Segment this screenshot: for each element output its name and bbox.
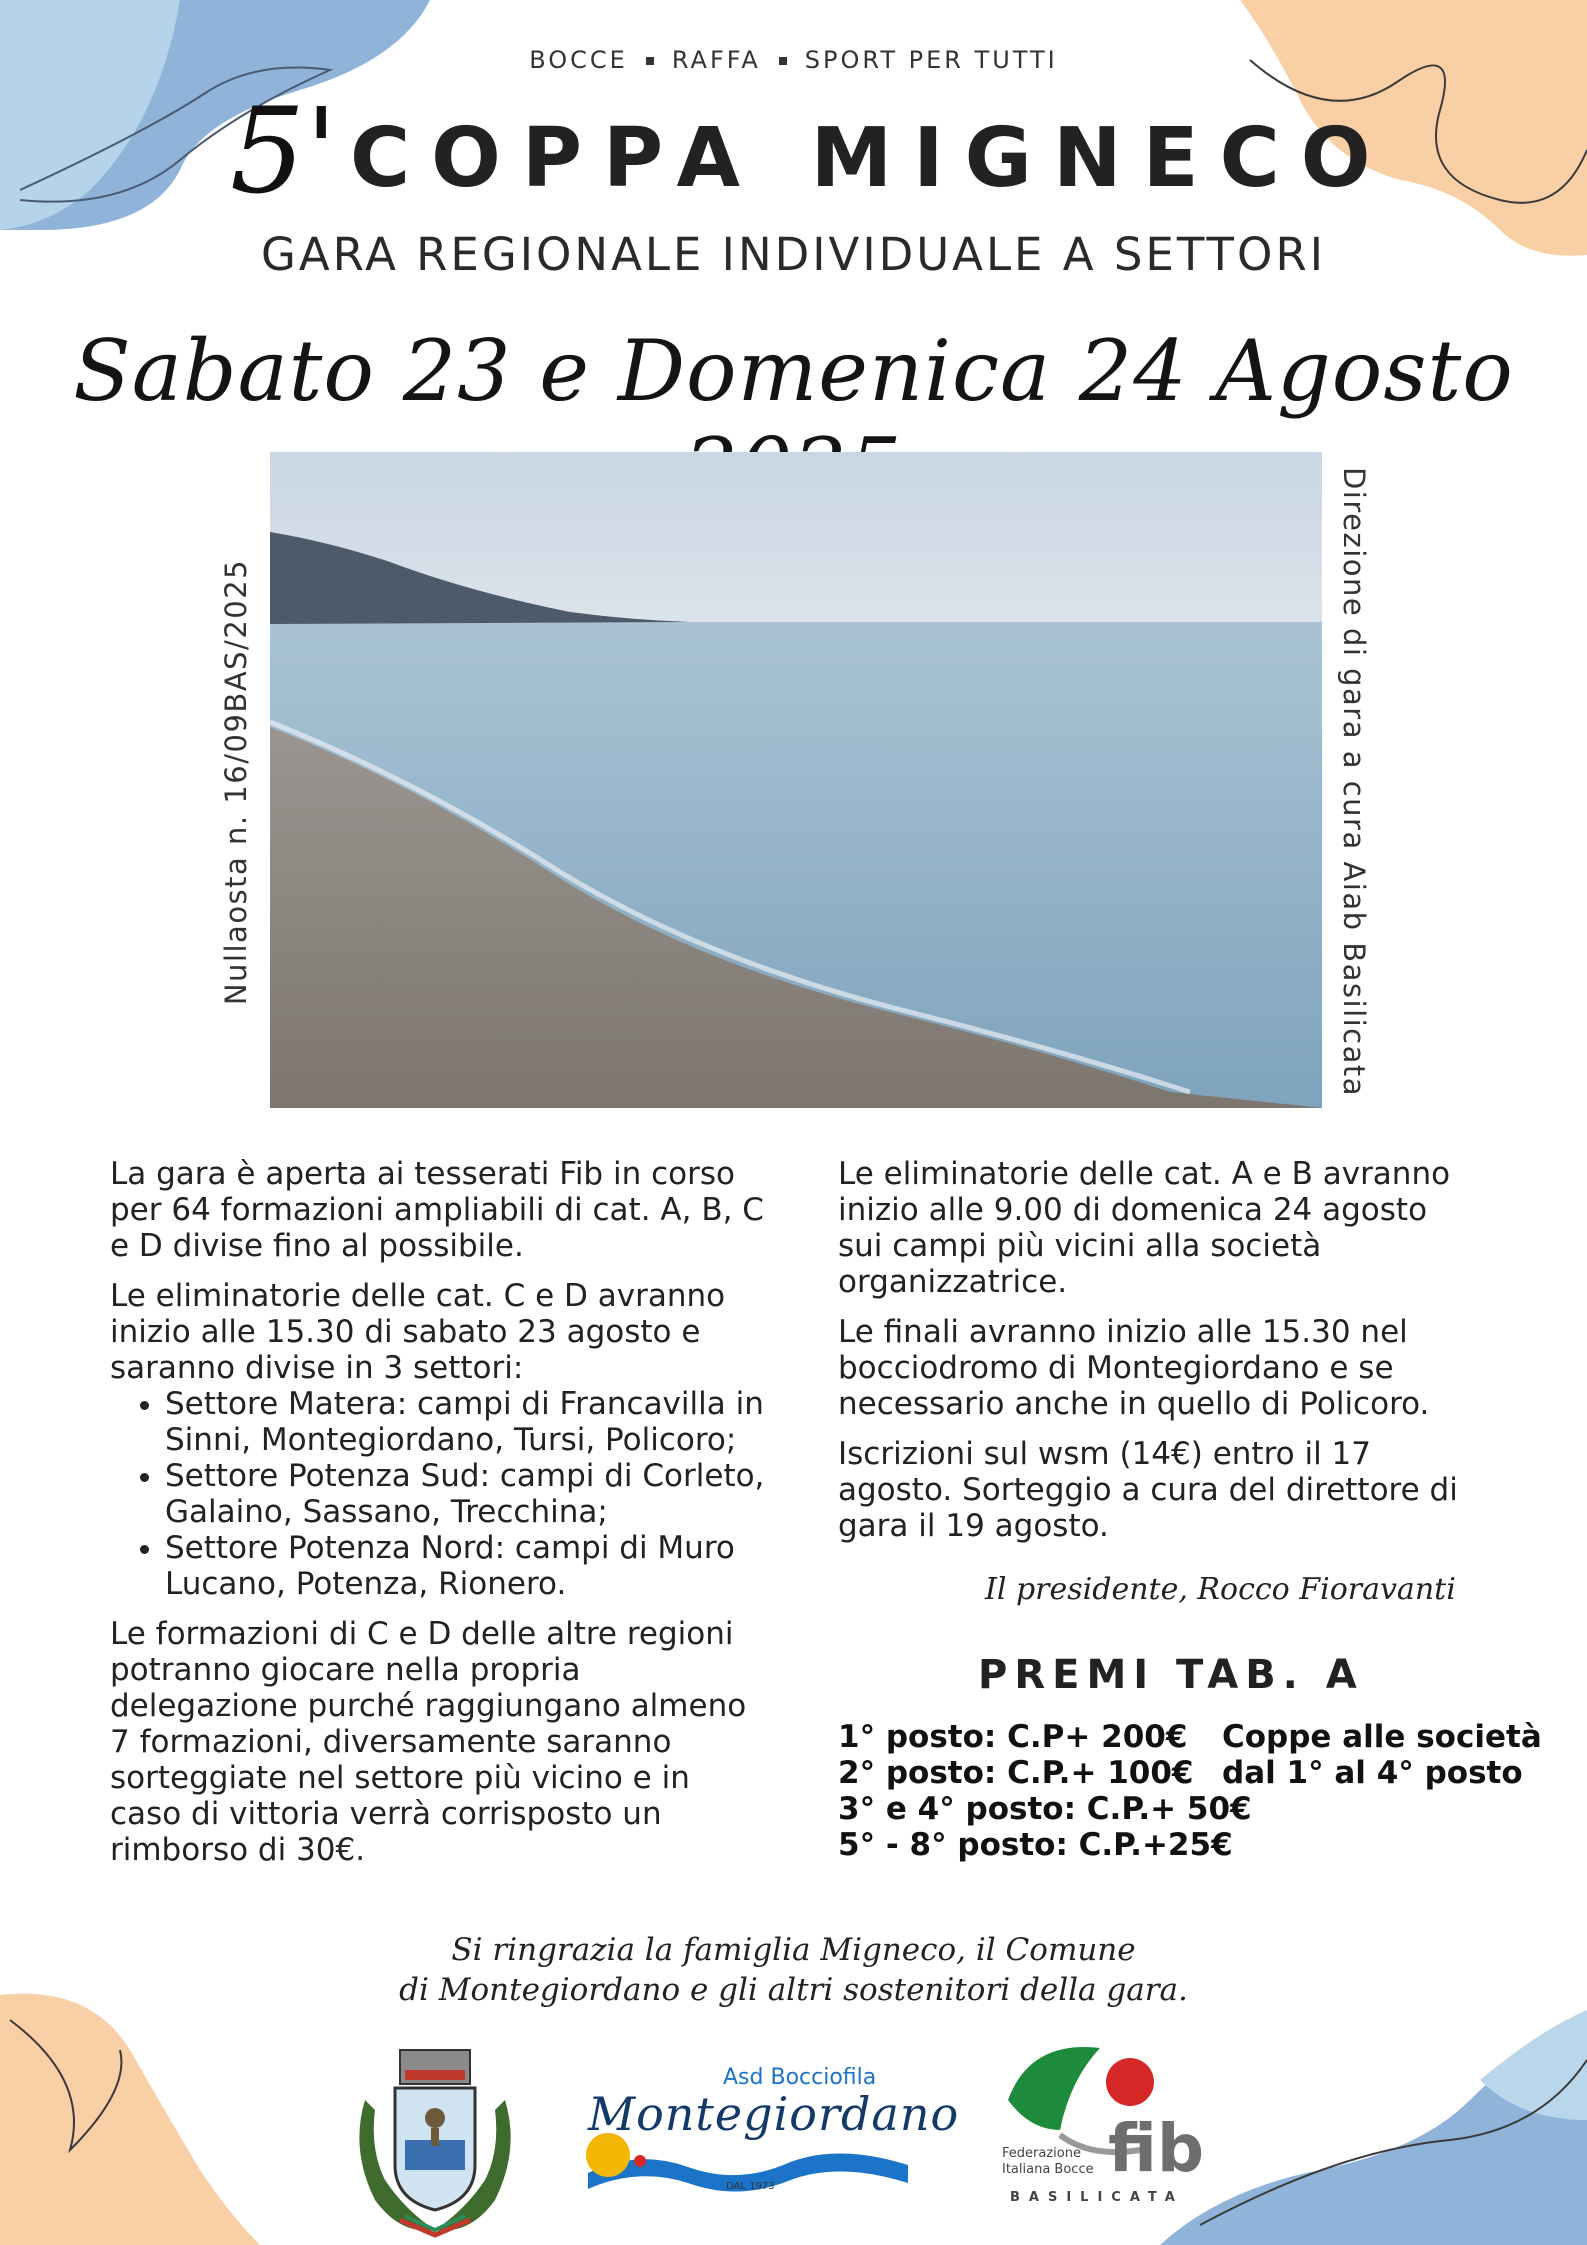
list-item: • Settore Matera: campi di Francavilla in Sinni, Montegiordano, Tursi, Policoro; — [165, 1386, 770, 1458]
intro-paragraph: La gara è aperta ai tesserati Fib in corso per 64 formazioni ampliabili di cat. A, B, C e D divise fino al possibile. — [110, 1156, 764, 1264]
club-name: Montegiordano — [588, 2087, 960, 2141]
page-title: COPPA MIGNECO — [350, 111, 1392, 206]
edition-number: 5' — [230, 82, 338, 220]
tag-sport: SPORT PER TUTTI — [804, 46, 1058, 74]
fib-logo — [1000, 2040, 1220, 2230]
club-since: DAL 1973 — [726, 2181, 775, 2192]
tag-raffa: RAFFA — [671, 46, 761, 74]
fib-region: BASILICATA — [1010, 2190, 1184, 2205]
bottom-left-peach-shape — [0, 1994, 260, 2245]
other-regions-paragraph: Le formazioni di C e D delle altre regioni potranno giocare nella propria delegazione purché raggiungano almeno 7 formazioni, diversamente saranno sorteggiate nel settore più vicino e in caso di vittoria verrà corrisposto un rimborso di 30€. — [110, 1616, 747, 1868]
president-signature: Il presidente, Rocco Fioravanti — [985, 1572, 1456, 1607]
fib-wordmark: fib — [1108, 2110, 1205, 2187]
prizes-title: PREMI TAB. A — [978, 1652, 1364, 1698]
prize-item: 2° posto: C.P.+ 100€ — [838, 1755, 1194, 1791]
club-top-text: Asd Bocciofila — [723, 2065, 877, 2090]
prize-item: 5° - 8° posto: C.P.+25€ — [838, 1827, 1233, 1863]
municipality-crest-icon — [345, 2040, 525, 2240]
direction-text: Direzione di gara a cura Aiab Basilicata — [1337, 466, 1371, 1098]
fib-federation-line: Federazione — [1002, 2146, 1081, 2161]
prize-item: 3° e 4° posto: C.P.+ 50€ — [838, 1791, 1252, 1827]
finals-paragraph: Le finali avranno inizio alle 15.30 nel bocciodromo di Montegiordano e se necessario anche in quello di Policoro. — [838, 1314, 1430, 1422]
separator-square-icon — [779, 57, 787, 65]
tagline — [0, 46, 1587, 74]
thanks-line: Si ringrazia la famiglia Migneco, il Comune — [451, 1932, 1136, 1968]
beach-photo — [270, 452, 1322, 1108]
registration-paragraph: Iscrizioni sul wsm (14€) entro il 17 agosto. Sorteggio a cura del direttore di gara il 19 agosto. — [838, 1436, 1458, 1544]
left-column — [110, 1156, 770, 1882]
subtitle: GARA REGIONALE INDIVIDUALE A SETTORI — [260, 228, 1327, 281]
ab-eliminations-paragraph: Le eliminatorie delle cat. A e B avranno inizio alle 9.00 di domenica 24 agosto sui campi più vicini alla società organizzatrice. — [838, 1156, 1451, 1300]
list-item: • Settore Potenza Sud: campi di Corleto, Galaino, Sassano, Trecchina; — [165, 1458, 770, 1530]
club-logo — [578, 2065, 960, 2195]
tag-bocce: BOCCE — [529, 46, 628, 74]
thanks-line: di Montegiordano e gli altri sostenitori della gara. — [399, 1972, 1188, 2008]
cd-eliminations-paragraph: Le eliminatorie delle cat. C e D avranno inizio alle 15.30 di sabato 23 agosto e saranno divise in 3 settori: — [110, 1278, 726, 1386]
prize-item: 1° posto: C.P+ 200€ — [838, 1719, 1188, 1755]
right-column — [838, 1156, 1478, 1558]
nullaosta-text: Nullaosta n. 16/09BAS/2025 — [219, 558, 253, 1006]
event-date: Sabato 23 e Domenica 24 Agosto — [73, 322, 1514, 420]
sector-list — [110, 1386, 770, 1602]
cups-text: Coppe alle società — [1222, 1719, 1542, 1755]
list-item: • Settore Potenza Nord: campi di Muro Lucano, Potenza, Rionero. — [165, 1530, 770, 1602]
cups-text: dal 1° al 4° posto — [1222, 1755, 1523, 1791]
separator-square-icon — [646, 57, 654, 65]
fib-federation-line: Italiana Bocce — [1002, 2162, 1094, 2177]
